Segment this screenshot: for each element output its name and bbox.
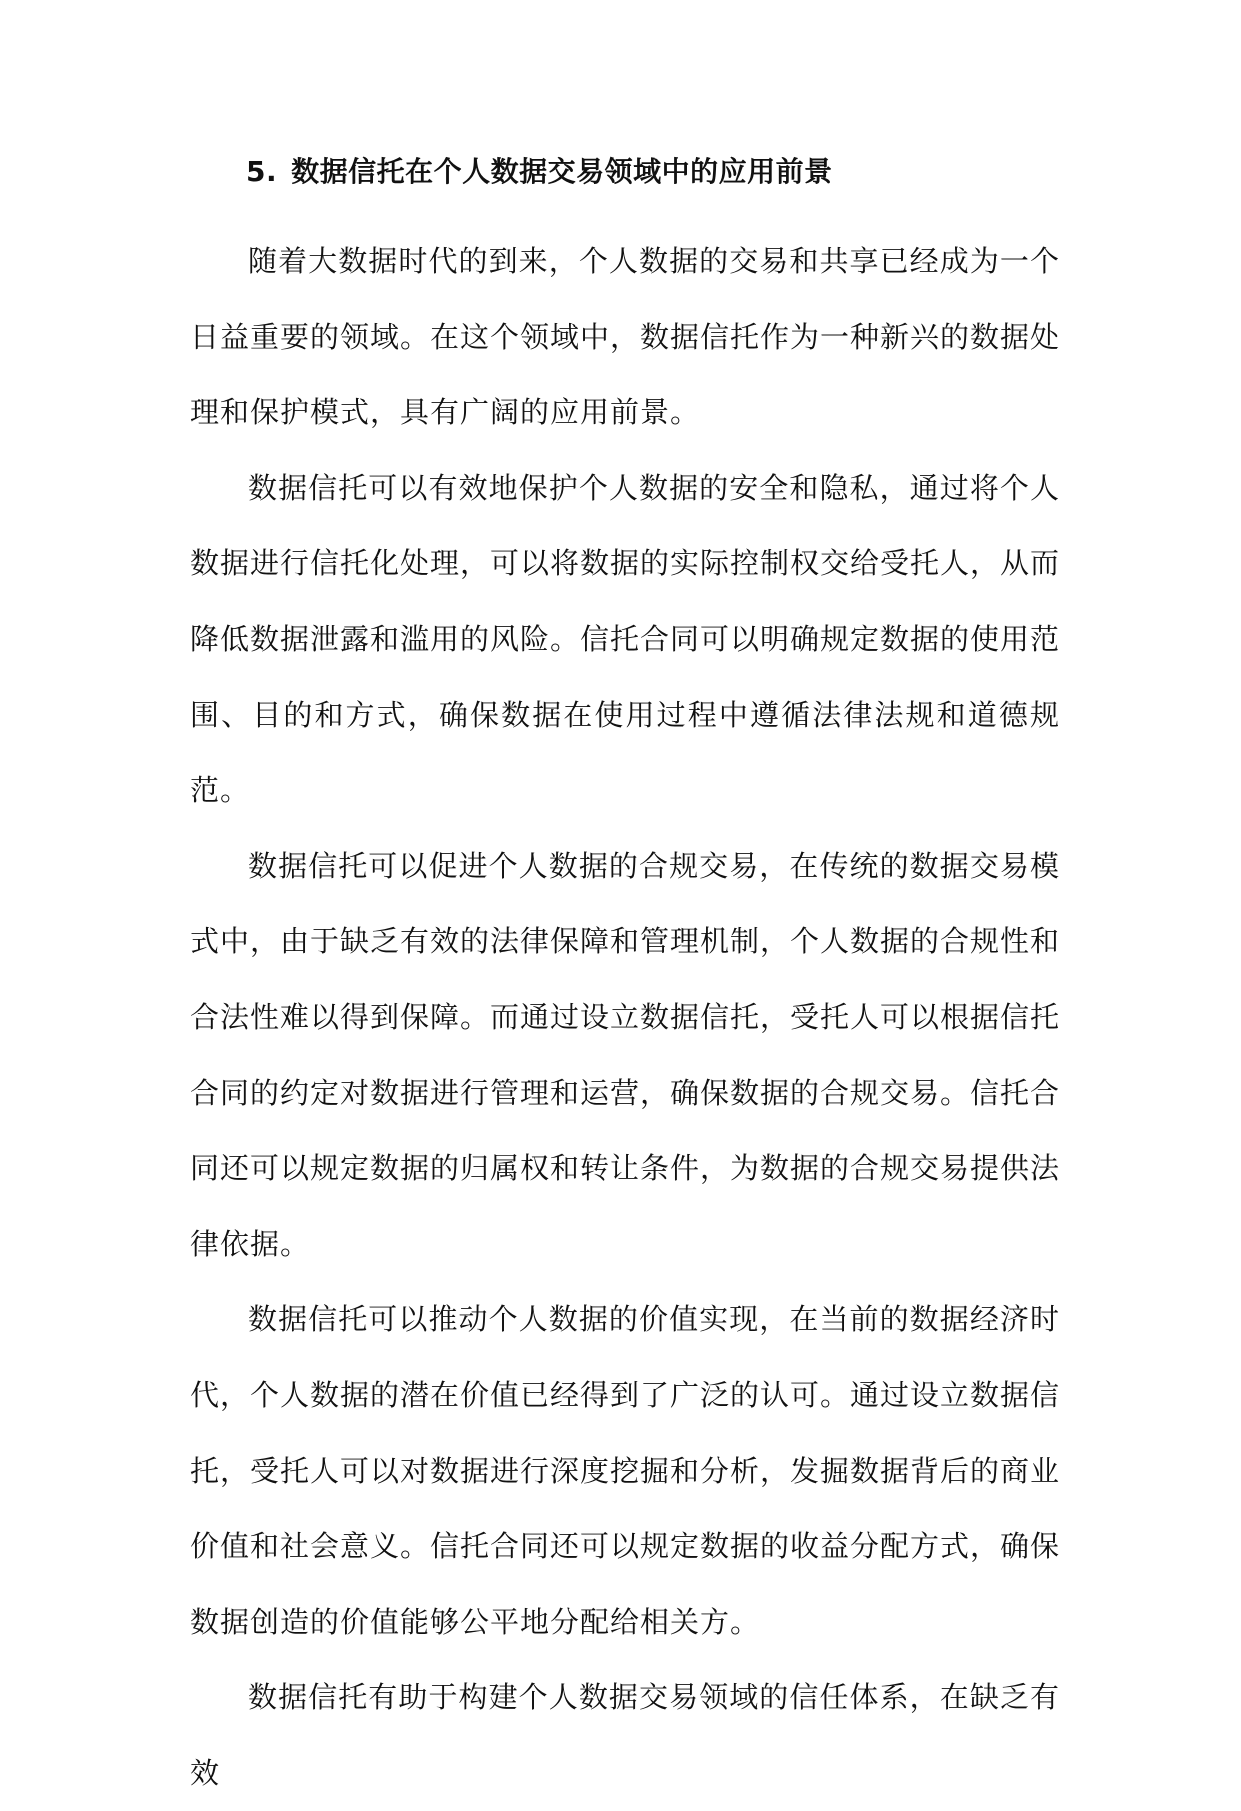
section-number: 5.: [246, 155, 278, 188]
paragraph-intro: 随着大数据时代的到来，个人数据的交易和共享已经成为一个日益重要的领域。在这个领域中，数据信托作为一种新兴的数据处理和保护模式，具有广阔的应用前景。: [190, 244, 1061, 430]
paragraph-privacy: 数据信托可以有效地保护个人数据的安全和隐私，通过将个人数据进行信托化处理，可以将数据的实际控制权交给受托人，从而降低数据泄露和滥用的风险。信托合同可以明确规定数据的使用范围、目的和方式，确保数据在使用过程中遵循法律法规和道德规范。: [190, 470, 1061, 808]
body-text: [190, 224, 1060, 1811]
paragraph-compliance: 数据信托可以促进个人数据的合规交易，在传统的数据交易模式中，由于缺乏有效的法律保障和管理机制，个人数据的合规性和合法性难以得到保障。而通过设立数据信托，受托人可以根据信托合同的约定对数据进行管理和运营，确保数据的合规交易。信托合同还可以规定数据的归属权和转让条件，为数据的合规交易提供法律依据。: [190, 848, 1061, 1261]
section-heading: [246, 152, 833, 192]
paragraph-value: 数据信托可以推动个人数据的价值实现，在当前的数据经济时代，个人数据的潜在价值已经得到了广泛的认可。通过设立数据信托，受托人可以对数据进行深度挖掘和分析，发掘数据背后的商业价值和社会意义。信托合同还可以规定数据的收益分配方式，确保数据创造的价值能够公平地分配给相关方。: [190, 1302, 1061, 1639]
paragraph-trust: 数据信托有助于构建个人数据交易领域的信任体系，在缺乏有效: [190, 1680, 1060, 1790]
section-title: 数据信托在个人数据交易领域中的应用前景: [291, 155, 833, 188]
